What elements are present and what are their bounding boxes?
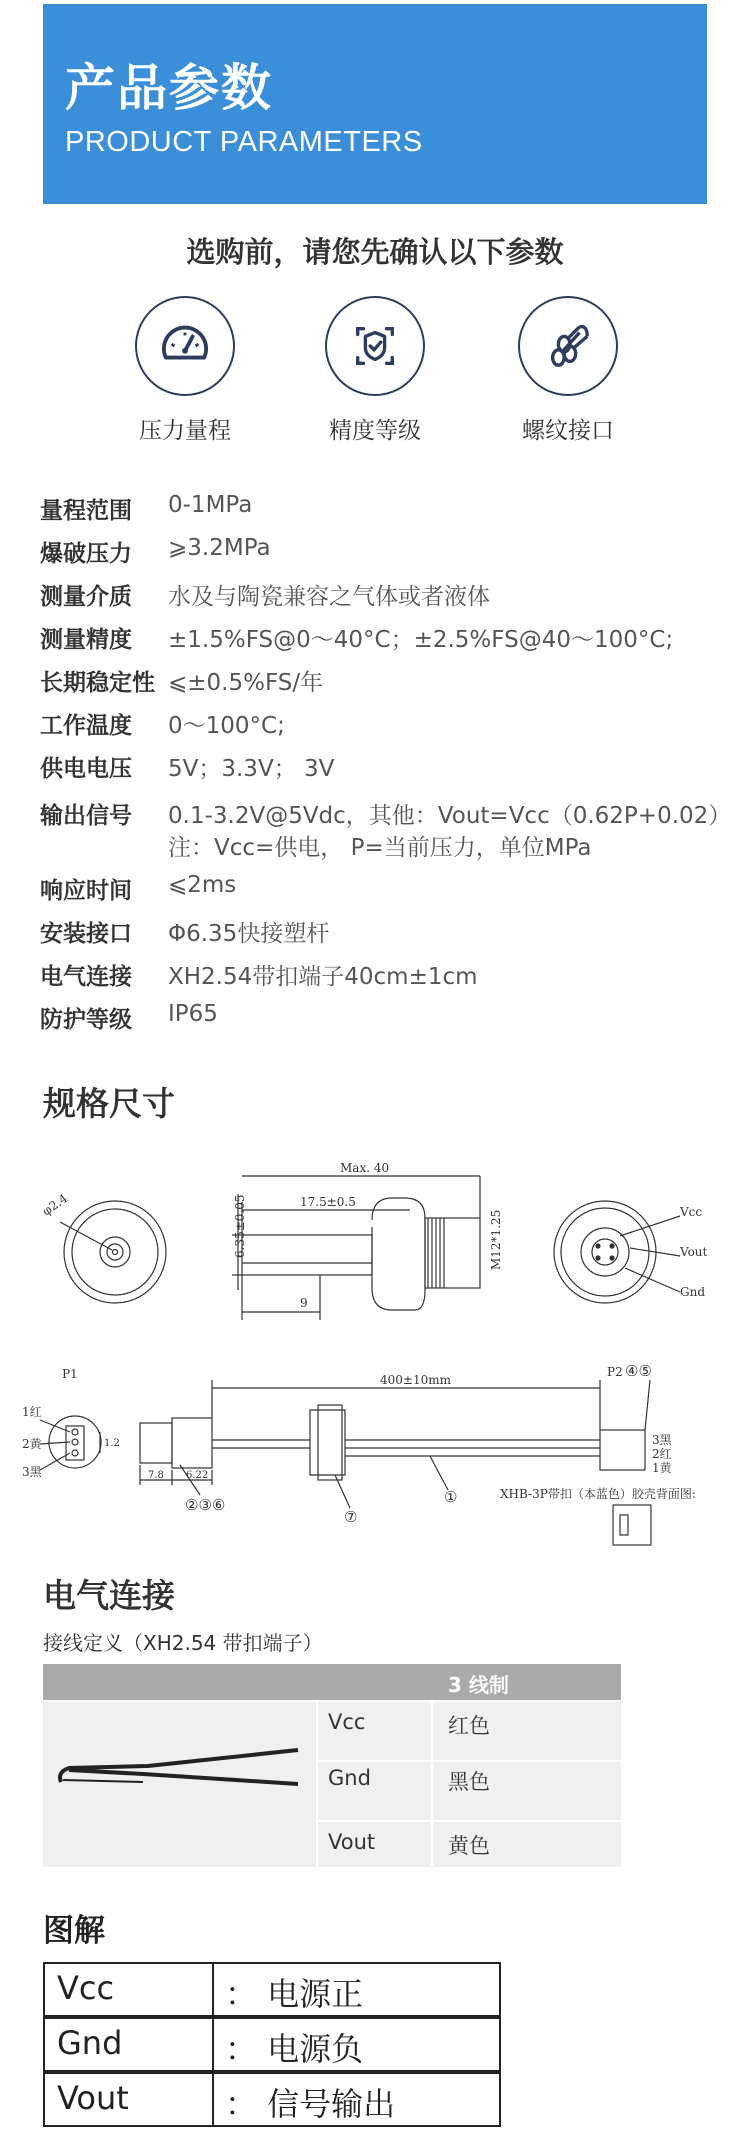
param-value: XH2.54带扣端子40cm±1cm xyxy=(168,964,478,990)
legend-pin: Gnd xyxy=(57,2024,123,2062)
thread-pipes-icon xyxy=(518,296,618,396)
param-value: ⩽2ms xyxy=(168,872,237,898)
max-len-label: Max. 40 xyxy=(340,1161,390,1175)
wiring-pin: Gnd xyxy=(328,1766,371,1790)
param-label: 工作温度 xyxy=(40,713,132,739)
param-label: 响应时间 xyxy=(40,878,132,904)
wiring-color: 红色 xyxy=(448,1714,490,1738)
pin-vout-label: Vout xyxy=(680,1245,708,1259)
wiring-table xyxy=(43,1664,621,1867)
thread-label: M12*1.25 xyxy=(489,1209,503,1270)
wiring-header-label: 3 线制 xyxy=(448,1673,509,1697)
param-label: 测量精度 xyxy=(40,627,132,653)
pin-gnd-label: Gnd xyxy=(680,1285,705,1299)
wiring-table-header xyxy=(43,1664,621,1700)
cable-icon xyxy=(43,1702,316,1867)
p1-dim: 1.2 xyxy=(104,1438,120,1449)
p1-pin2: 2黄 xyxy=(22,1437,42,1451)
feature-label-range: 压力量程 xyxy=(139,418,231,444)
legend-desc: ： 电源正 xyxy=(225,1975,364,2013)
len1-label: 17.5±0.5 xyxy=(300,1195,356,1209)
p2-label: P2 xyxy=(607,1365,623,1379)
legend-table xyxy=(43,1962,501,2132)
selection-subtitle: 选购前，请您先确认以下参数 xyxy=(186,235,564,269)
callout-1: ① xyxy=(444,1488,458,1506)
od-label: 6.35±0.05 xyxy=(233,1194,247,1258)
param-value: 5V；3.3V； 3V xyxy=(168,756,335,782)
legend-title: 图解 xyxy=(43,1913,105,1949)
param-value: IP65 xyxy=(168,1001,218,1027)
param-value: 水及与陶瓷兼容之气体或者液体 xyxy=(168,584,490,610)
param-label: 供电电压 xyxy=(40,756,132,782)
wiring-color: 黑色 xyxy=(448,1770,490,1794)
param-label: 长期稳定性 xyxy=(40,670,155,696)
param-label: 安装接口 xyxy=(40,921,132,947)
header-banner xyxy=(43,4,707,204)
callout-45: ④⑤ xyxy=(625,1362,652,1380)
dim-b-label: 6.22 xyxy=(186,1470,209,1481)
p2-pin3: 1黄 xyxy=(652,1461,672,1475)
param-note: 注：Vcc=供电， P=当前压力，单位MPa xyxy=(168,835,592,861)
param-label: 电气连接 xyxy=(40,964,132,990)
cable-len-label: 400±10mm xyxy=(380,1373,451,1387)
shield-check-icon xyxy=(325,296,425,396)
param-label: 爆破压力 xyxy=(40,541,132,567)
legend-pin: Vcc xyxy=(57,1969,115,2007)
electric-section-title: 电气连接 xyxy=(43,1576,175,1615)
page-title: 产品参数 xyxy=(65,59,273,117)
wiring-color: 黄色 xyxy=(448,1834,490,1858)
wiring-caption: 接线定义（XH2.54 带扣端子） xyxy=(43,1631,323,1655)
param-value: 0.1-3.2V@5Vdc，其他：Vout=Vcc（0.62P+0.02） xyxy=(168,803,732,829)
param-value: ⩽±0.5%FS/年 xyxy=(168,670,324,696)
p2-pin1: 3黑 xyxy=(652,1433,672,1447)
p1-label: P1 xyxy=(62,1367,78,1381)
param-label: 输出信号 xyxy=(40,803,132,829)
param-value: ±1.5%FS@0～40°C；±2.5%FS@40～100°C; xyxy=(168,627,674,653)
pin-vcc-label: Vcc xyxy=(680,1205,703,1219)
feature-label-thread: 螺纹接口 xyxy=(522,418,614,444)
param-value: 0～100°C; xyxy=(168,713,285,739)
dimension-drawing xyxy=(0,1140,750,1550)
legend-desc: ： 信号输出 xyxy=(225,2085,396,2123)
legend-pin: Vout xyxy=(57,2079,129,2117)
p1-pin3: 3黑 xyxy=(22,1465,42,1479)
param-value: Φ6.35快接塑杆 xyxy=(168,921,330,947)
gauge-icon xyxy=(135,296,235,396)
cable-image-cell xyxy=(43,1702,316,1867)
param-label: 测量介质 xyxy=(40,584,132,610)
dim-a-label: 7.8 xyxy=(148,1470,164,1481)
param-label: 量程范围 xyxy=(40,498,132,524)
xhb-note: XHB-3P带扣（本蓝色）胶壳背面图: xyxy=(500,1487,696,1501)
callout-7: ⑦ xyxy=(344,1508,358,1526)
p1-pin1: 1红 xyxy=(22,1405,42,1419)
param-label: 防护等级 xyxy=(40,1007,132,1033)
spec-section-title: 规格尺寸 xyxy=(43,1084,175,1123)
len2-label: 9 xyxy=(300,1296,308,1310)
wiring-pin: Vout xyxy=(328,1830,376,1854)
p2-pin2: 2红 xyxy=(652,1447,672,1461)
feature-label-accuracy: 精度等级 xyxy=(329,418,421,444)
wiring-pin: Vcc xyxy=(328,1710,366,1734)
legend-desc: ： 电源负 xyxy=(225,2030,364,2068)
param-value: ⩾3.2MPa xyxy=(168,535,271,561)
page-title-en: PRODUCT PARAMETERS xyxy=(65,126,423,158)
param-value: 0-1MPa xyxy=(168,492,253,518)
callout-236: ②③⑥ xyxy=(185,1496,226,1514)
dia-label: φ2.4 xyxy=(39,1191,71,1219)
